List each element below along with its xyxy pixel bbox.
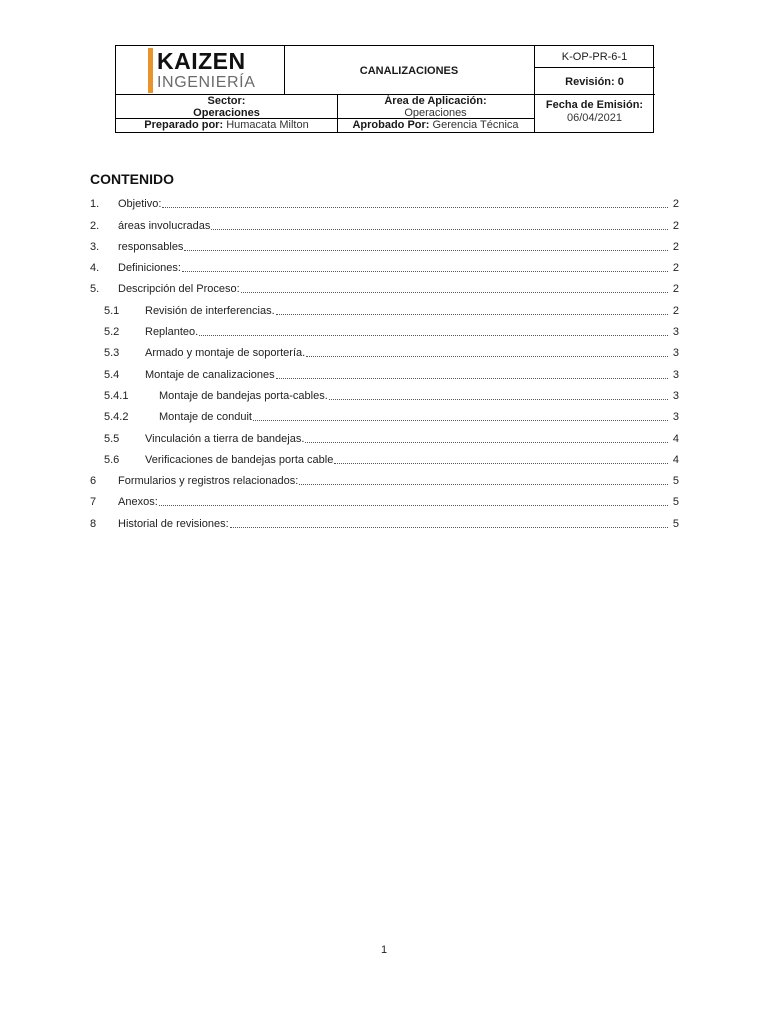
toc-entry-label: Definiciones: [118, 262, 181, 275]
toc-entry-number: 8 [90, 517, 97, 530]
toc-entry-label: Replanteo. [145, 326, 199, 339]
toc-entry-number: 5.3 [104, 347, 120, 360]
toc-dot-leader [162, 206, 668, 208]
toc-entry[interactable] [90, 490, 679, 511]
fecha-cell [534, 95, 655, 133]
toc-entry[interactable] [90, 448, 679, 469]
toc-entry-number: 4. [90, 262, 100, 275]
toc-entry-number: 5.4.1 [104, 389, 129, 402]
toc-dot-leader [305, 441, 668, 443]
toc-entry[interactable] [90, 511, 679, 532]
toc-entry-text [118, 198, 669, 210]
toc-entry-number: 6 [90, 475, 97, 488]
fecha-value: 06/04/2021 [566, 112, 623, 124]
toc-entry-page: 5 [672, 496, 679, 509]
toc-entry-number: 5.1 [104, 304, 120, 317]
toc-entry-label: Revisión de interferencias. [145, 304, 275, 317]
toc-entry-page: 2 [672, 198, 679, 211]
toc-entry-page: 4 [672, 432, 679, 445]
page-number: 1 [380, 944, 388, 956]
preparado-value: Humacata Milton [226, 119, 309, 131]
toc-entry-page: 3 [672, 389, 679, 402]
toc-entry-label: Anexos: [118, 496, 158, 509]
toc-entry-number: 3. [90, 240, 100, 253]
area-value: Operaciones [404, 107, 467, 119]
toc-entry[interactable] [90, 469, 679, 490]
sector-label: Sector: [207, 95, 246, 107]
toc-entry[interactable] [90, 320, 679, 341]
toc-entry-page: 5 [672, 475, 679, 488]
document-code: K-OP-PR-6-1 [561, 51, 628, 63]
document-title: CANALIZACIONES [359, 64, 459, 77]
toc-entry-page: 4 [672, 453, 679, 466]
toc-entry-label: Montaje de conduit [159, 411, 252, 424]
toc-entry[interactable] [90, 362, 679, 383]
toc-entry-label: Armado y montaje de soportería. [145, 347, 306, 360]
toc-entry-label: Verificaciones de bandejas porta cable [145, 453, 334, 466]
toc-entry-text [118, 262, 669, 274]
toc-entry-text [145, 305, 669, 317]
toc-entry[interactable] [90, 256, 679, 277]
toc-entry-number: 5.2 [104, 326, 120, 339]
company-logo [116, 46, 284, 95]
toc-entry-page: 3 [672, 411, 679, 424]
toc-entry-page: 2 [672, 262, 679, 275]
toc-entry[interactable] [90, 277, 679, 298]
toc-entry-page: 3 [672, 347, 679, 360]
toc-dot-leader [253, 419, 668, 421]
toc-entry-text [159, 411, 669, 423]
toc-dot-leader [241, 291, 668, 293]
toc-dot-leader [211, 228, 668, 230]
toc-entry-page: 2 [672, 283, 679, 296]
toc-dot-leader [299, 483, 668, 485]
toc-dot-leader [184, 249, 668, 251]
table-of-contents [90, 192, 679, 533]
toc-entry[interactable] [90, 298, 679, 319]
toc-entry[interactable] [90, 426, 679, 447]
toc-dot-leader [230, 526, 668, 528]
toc-entry[interactable] [90, 235, 679, 256]
toc-entry-page: 5 [672, 517, 679, 530]
toc-dot-leader [329, 398, 668, 400]
toc-entry-text [159, 390, 669, 402]
aprobado-label: Aprobado Por: [352, 119, 430, 131]
toc-dot-leader [334, 462, 668, 464]
toc-entry[interactable] [90, 341, 679, 362]
revision-label: Revisión: 0 [565, 75, 624, 88]
toc-entry-text [118, 241, 669, 253]
toc-entry-number: 7 [90, 496, 97, 509]
toc-entry-label: Vinculación a tierra de bandejas. [145, 432, 305, 445]
toc-entry-number: 1. [90, 198, 100, 211]
toc-entry-text [145, 433, 669, 445]
toc-entry-number: 2. [90, 219, 100, 232]
sector-value: Operaciones [193, 107, 260, 119]
toc-entry-text [118, 475, 669, 487]
preparado-cell [116, 119, 337, 133]
toc-entry-page: 2 [672, 240, 679, 253]
toc-entry[interactable] [90, 192, 679, 213]
toc-entry[interactable] [90, 384, 679, 405]
toc-entry-text [145, 454, 669, 466]
logo-accent-bar [148, 48, 153, 93]
toc-entry-page: 2 [672, 304, 679, 317]
toc-entry-label: áreas involucradas [118, 219, 211, 232]
fecha-label: Fecha de Emisión: [545, 99, 644, 111]
sector-cell [116, 95, 337, 119]
toc-entry-number: 5.4 [104, 368, 120, 381]
toc-entry-text [118, 496, 669, 508]
toc-entry-text [145, 369, 669, 381]
logo-sub-text: INGENIERÍA [157, 74, 256, 91]
preparado-label: Preparado por: [144, 119, 224, 131]
toc-dot-leader [182, 270, 668, 272]
toc-dot-leader [276, 313, 668, 315]
logo-main-text: KAIZEN [157, 48, 246, 74]
toc-dot-leader [199, 334, 668, 336]
toc-entry-number: 5.4.2 [104, 411, 129, 424]
toc-entry-text [145, 326, 669, 338]
toc-entry-label: responsables [118, 240, 184, 253]
toc-entry-label: Objetivo: [118, 198, 162, 211]
toc-entry[interactable] [90, 213, 679, 234]
toc-entry-text [145, 347, 669, 359]
toc-entry-number: 5. [90, 283, 100, 296]
toc-entry-number: 5.5 [104, 432, 120, 445]
toc-entry-text [118, 518, 669, 530]
toc-entry-label: Historial de revisiones: [118, 517, 229, 530]
aprobado-value: Gerencia Técnica [432, 119, 519, 131]
aprobado-cell [337, 119, 534, 133]
area-cell [337, 95, 534, 119]
toc-entry-page: 3 [672, 326, 679, 339]
toc-dot-leader [159, 504, 668, 506]
toc-entry-number: 5.6 [104, 453, 120, 466]
toc-dot-leader [276, 377, 668, 379]
toc-title: CONTENIDO [90, 171, 174, 187]
toc-entry-text [118, 283, 669, 295]
toc-entry[interactable] [90, 405, 679, 426]
toc-entry-label: Formularios y registros relacionados: [118, 475, 299, 488]
toc-dot-leader [306, 355, 668, 357]
toc-entry-text [118, 220, 669, 232]
toc-entry-page: 3 [672, 368, 679, 381]
toc-entry-label: Descripción del Proceso: [118, 283, 240, 296]
toc-entry-label: Montaje de bandejas porta-cables. [159, 389, 328, 402]
toc-entry-label: Montaje de canalizaciones [145, 368, 275, 381]
document-header-table [115, 45, 654, 133]
toc-entry-page: 2 [672, 219, 679, 232]
area-label: Área de Aplicación: [384, 95, 487, 107]
